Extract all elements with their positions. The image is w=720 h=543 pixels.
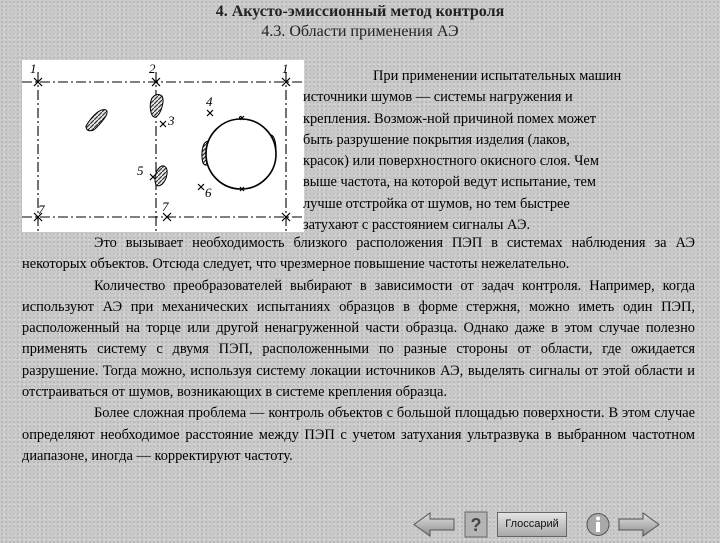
figure-label: 4 bbox=[206, 94, 213, 109]
svg-text:?: ? bbox=[470, 515, 482, 535]
text-line: крепления. Возмож-ной причиной помех может bbox=[303, 110, 597, 127]
figure-label: 6 bbox=[205, 185, 212, 200]
glossary-button[interactable]: Глоссарий bbox=[497, 512, 567, 537]
figure-label: 1 bbox=[30, 61, 37, 76]
arrow-left-icon bbox=[412, 511, 456, 538]
navigation-bar bbox=[412, 511, 684, 539]
text-line: выше частота, на которой ведут испытание, тем bbox=[303, 174, 597, 191]
text-line: лучше отстройка от шумов, но тем быстрее bbox=[303, 195, 570, 212]
arrow-right-icon bbox=[617, 511, 661, 538]
text-line: затухают с расстоянием сигналы АЭ. bbox=[303, 217, 531, 234]
text-line: источники шумов — системы нагружения и bbox=[303, 89, 573, 106]
text-line: красок) или поверхностного окисного слоя. Чем bbox=[303, 153, 599, 170]
figure-label: 2 bbox=[149, 61, 156, 76]
main-text bbox=[22, 233, 695, 467]
figure-label: 7 bbox=[162, 199, 169, 214]
paragraph: Количество преобразователей выбирают в зависимости от задач контроля. Например, когда используют АЭ при механических испытаниях образцов в форме стержня, можно иметь один ПЭП, расположенный на торце или другой ненагруженной части образца. Однако даже в этом случае полезно применять систему с двумя ПЭП, расположенными по разные стороны от области, где ожидается разрушение. Тогда можно, используя систему локации источников АЭ, выделять сигналы от этой области и отстраиваться от шумов, возникающих в системе крепления образца. bbox=[22, 277, 695, 401]
text-line: быть разрушение покрытия изделия (лаков, bbox=[303, 131, 570, 148]
next-button[interactable] bbox=[617, 511, 661, 538]
section-subtitle: 4.3. Области применения АЭ bbox=[261, 23, 459, 40]
help-button[interactable] bbox=[464, 511, 488, 538]
figure-side-text bbox=[303, 66, 695, 236]
info-button[interactable] bbox=[585, 511, 611, 538]
text-line: При применении испытательных машин bbox=[373, 68, 622, 84]
figure-label: 1 bbox=[282, 61, 289, 76]
previous-button[interactable] bbox=[412, 511, 456, 538]
paragraph: Более сложная проблема — контроль объектов с большой площадью поверхности. В этом случае определяют необходимое расстояние между ПЭП с учетом затухания ультразвука в выбранном частотном диапазоне, иногда — корректируют частоту. bbox=[22, 405, 695, 464]
sensor-layout-figure bbox=[22, 60, 304, 232]
figure-label: 3 bbox=[168, 113, 175, 128]
paragraph: Это вызывает необходимость близкого расположения ПЭП в системах наблюдения за АЭ некоторых объектов. Отсюда следует, что чрезмерное повышение частоты нежелательно. bbox=[22, 235, 695, 273]
page-title: 4. Акусто-эмиссионный метод контроля bbox=[215, 3, 505, 20]
figure-diagram bbox=[22, 60, 304, 232]
figure-label: 7 bbox=[38, 202, 45, 217]
question-icon bbox=[464, 511, 488, 538]
info-icon bbox=[585, 511, 611, 538]
figure-label: 5 bbox=[137, 163, 144, 178]
